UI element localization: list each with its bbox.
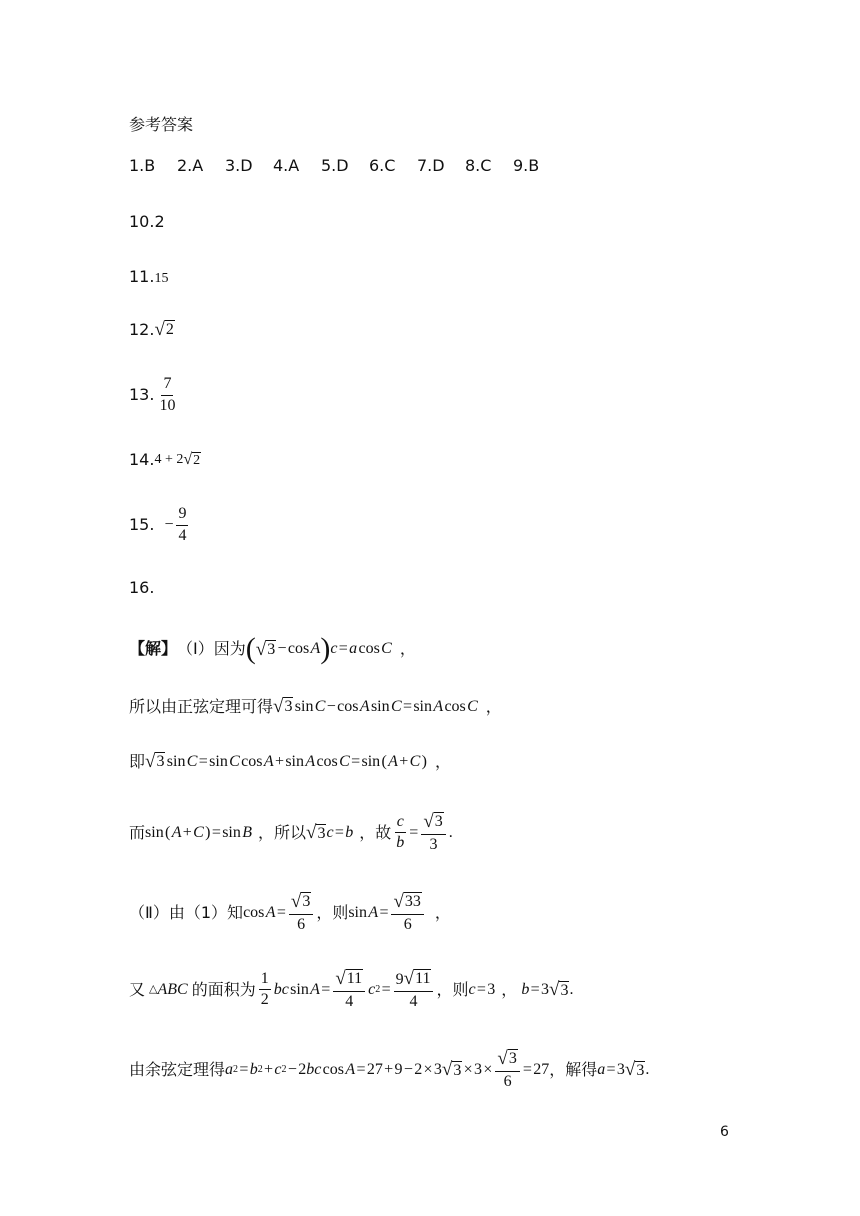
choice-answer: 9.B [513,156,540,175]
sqrt-expression: √ 2 [154,319,174,340]
page-number: 6 [720,1124,729,1140]
question-number: 15. [129,515,155,535]
question-number: 13. [129,385,155,405]
answer-11 [129,269,168,286]
line-text: 即 [129,751,146,771]
fraction: $\frac{7}{10}$ [159,375,176,414]
solution-line-5: （Ⅱ）由（1）知 cos A = √ 3 6 ，则 sin A = √ 33 6 ， [129,891,451,933]
answer-value: 15 [154,271,169,286]
solution-line-6: 又 △ ABC 的面积为 $\frac{1}{2}$ bc sin A = √ 11 4 c 2 = 9 √ 11 4 ，则 c = 3 ， b = 3 √ 3 . [129,968,574,1010]
answer-value: 2 [154,212,165,231]
choice-answer: 2.A [177,156,204,175]
answer-10 [129,214,165,230]
choice-answer: 8.C [465,156,492,175]
answer-15 [129,506,191,545]
solution-line-7: 由余弦定理得 a 2 = b 2 + c 2 − 2 bc cos A = 27 + 9 − 2 × 3 √ 3 × 3 × √ 3 6 = 27 ，解得 a = 3 √ 3 . [129,1048,650,1090]
line-text: 由余弦定理得 [129,1059,226,1079]
line-text: 所以由正弦定理可得 [129,696,274,716]
choice-answer: 7.D [417,156,445,175]
answer-value: 4 + 2 [154,452,184,468]
choice-answer: 5.D [321,156,349,175]
question-number: 12. [129,319,155,339]
question-number: 14. [129,450,155,470]
choice-answer: 1.B [129,156,156,175]
question-number: 10. [129,212,155,231]
minus-sign: − [164,516,174,534]
part-one-label: （Ⅰ）因为 [177,639,246,658]
question-number: 11. [129,267,155,286]
solution-label: 【解】 [129,639,178,658]
answer-12 [129,320,175,339]
choice-answer: 6.C [369,156,396,175]
solution-line-3: 即 √ 3 sin C = sin C cos A + sin A cos C = sin ( A + C ) ， [129,751,451,772]
part-two-label: （Ⅱ）由（1）知 [129,902,244,922]
solution-line-1: 【解】 （Ⅰ）因为 ( √ 3 − cos A ) c = a cos C ， [129,632,416,665]
choice-answer: 3.D [225,156,253,175]
choice-answers [129,158,561,174]
choice-answer: 4.A [273,156,300,175]
sqrt-expression: √ 2 [183,451,201,469]
answer-14 [129,452,201,468]
page-heading: 参考答案 [129,115,194,134]
question-16-number: 16. [129,578,155,597]
fraction: $\frac{9}{4}$ [178,505,187,544]
solution-line-2: 所以由正弦定理可得 √ 3 sin C − cos A sin C = sin A cos C ， [129,696,502,717]
solution-line-4: 而 sin ( A + C ) = sin B ，所以 √ 3 c = b ，故 $\frac{c}{b}$ = √ 3 3 . [129,811,453,853]
line-text: 而 [129,822,146,842]
answer-13 [129,376,180,415]
line-text: 又 [129,979,146,999]
sqrt-expression: √ 3 [255,638,276,660]
